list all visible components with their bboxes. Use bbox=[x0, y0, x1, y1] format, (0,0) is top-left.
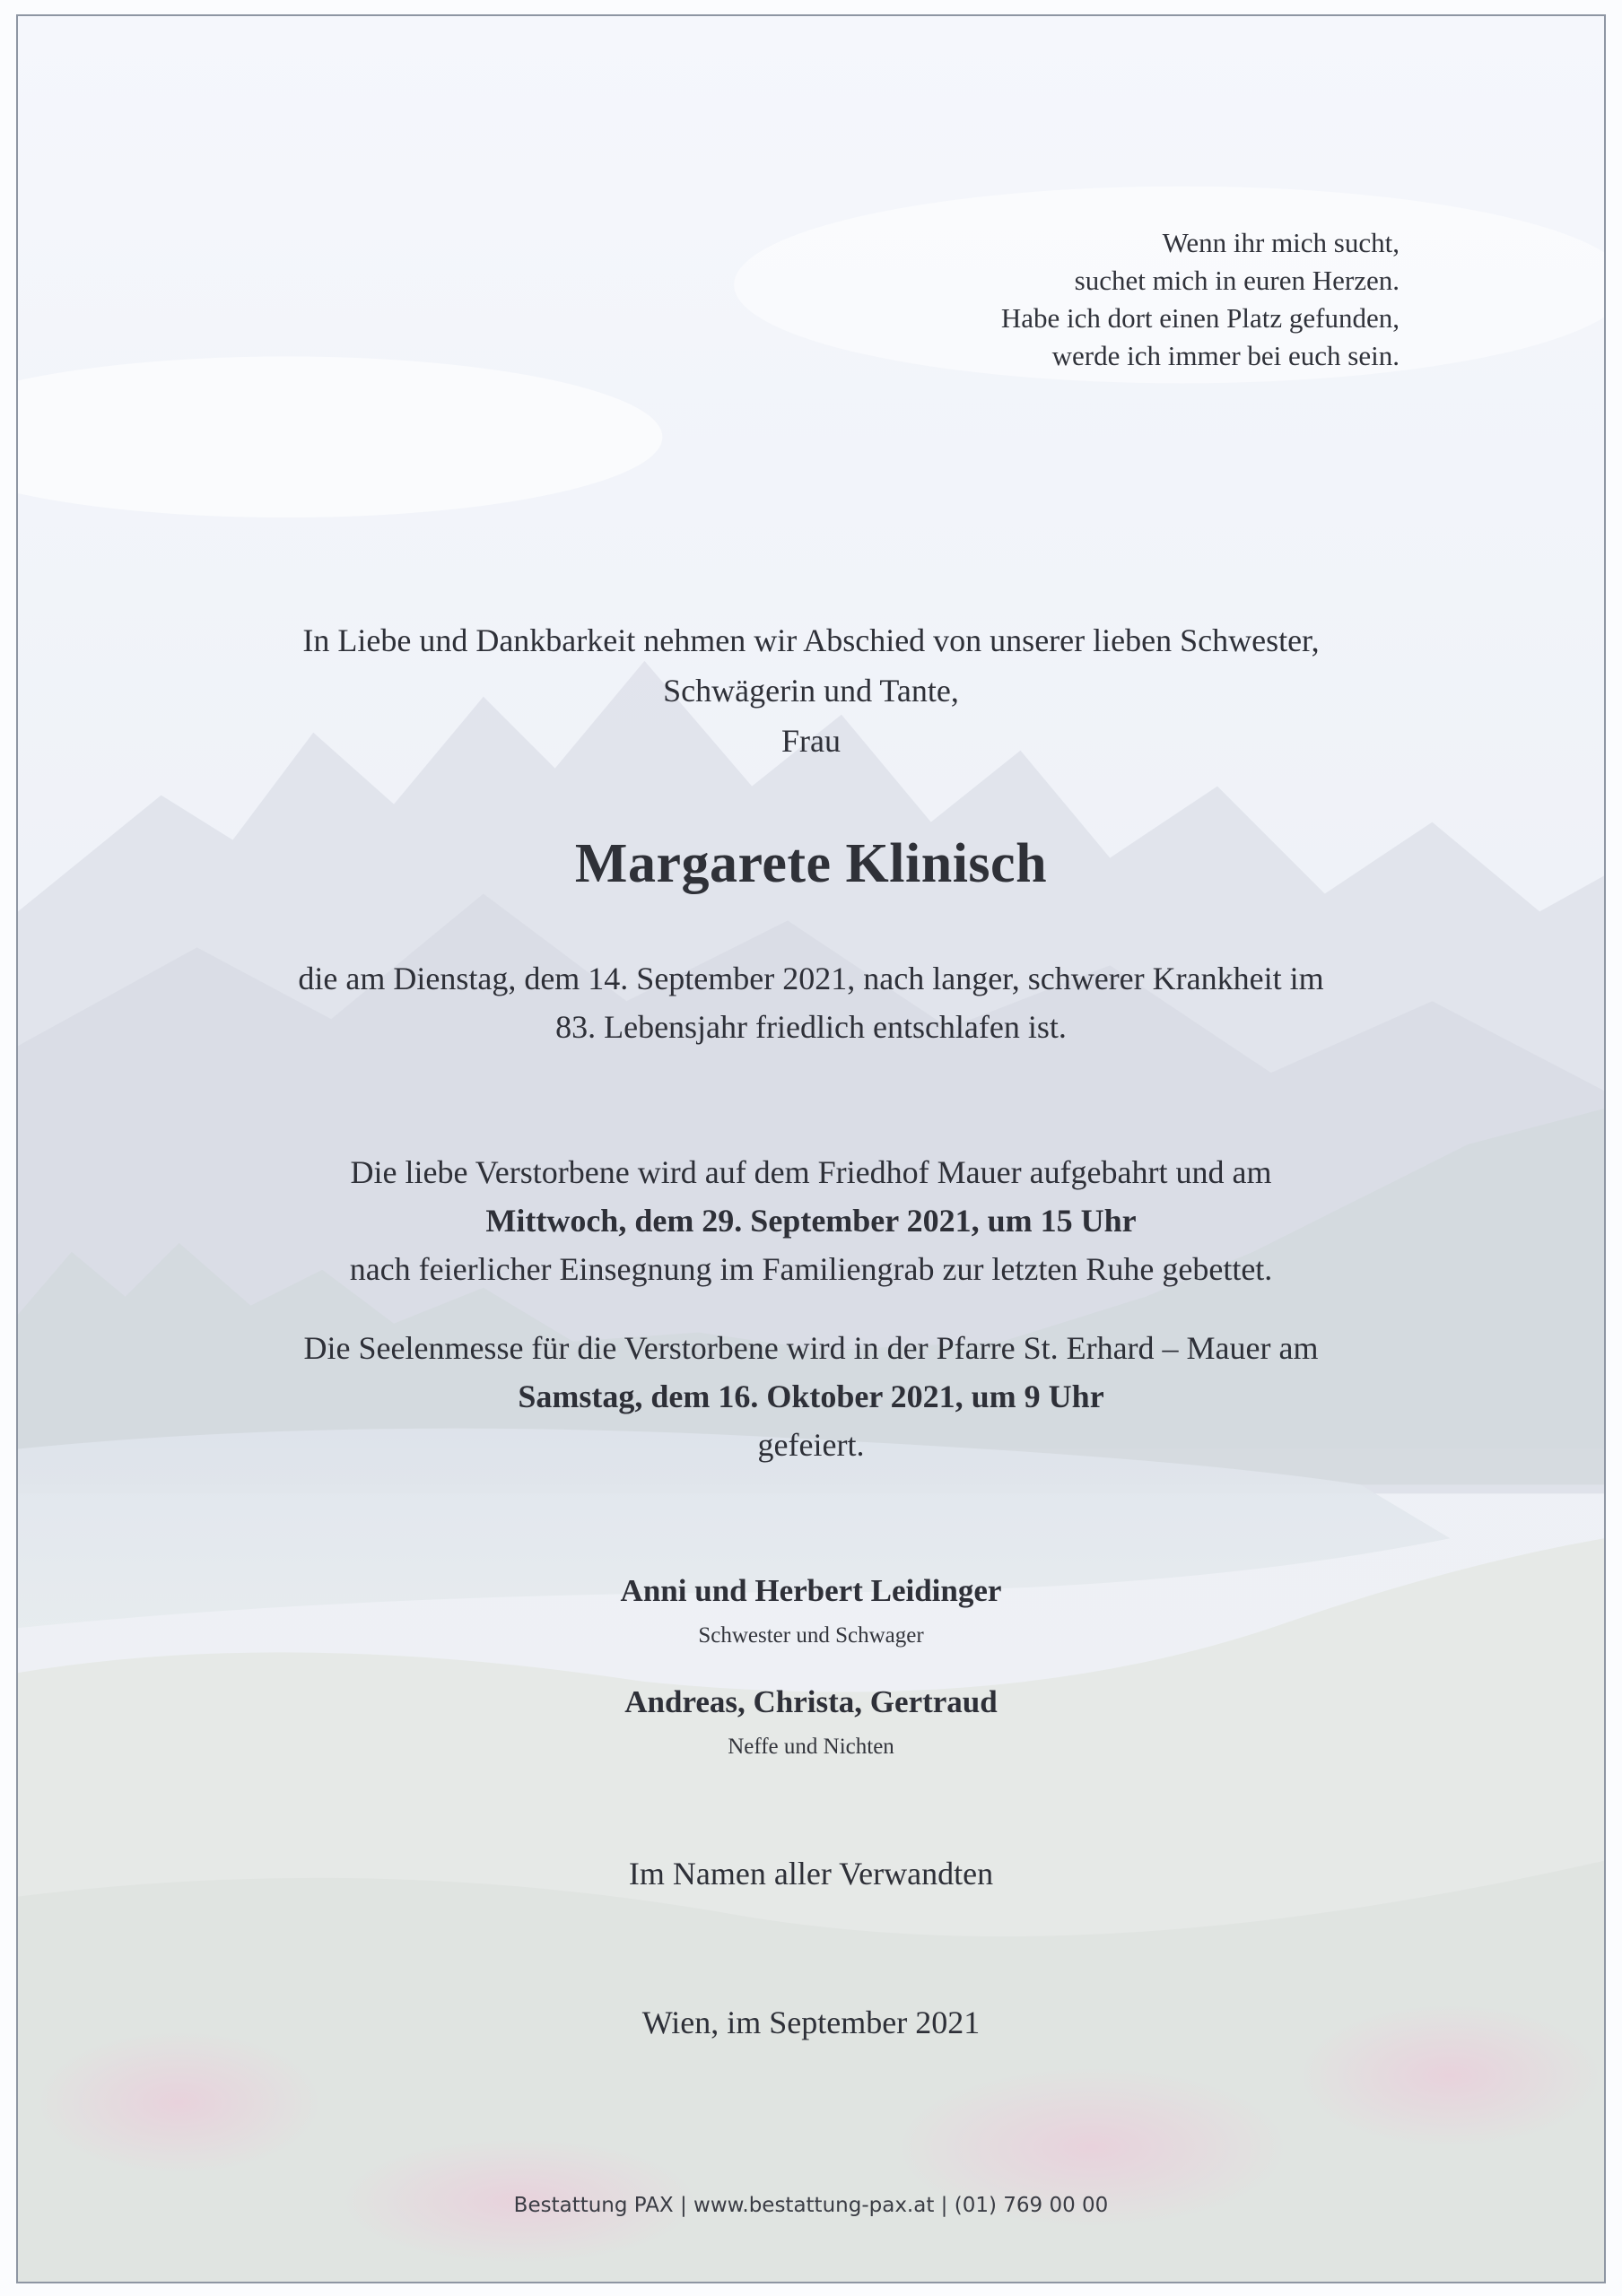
intro-line: Schwägerin und Tante, bbox=[663, 673, 959, 709]
poem-line: werde ich immer bei euch sein. bbox=[1051, 340, 1400, 371]
mourner-relation: Schwester und Schwager bbox=[698, 1623, 924, 1648]
funeral-home-footer: Bestattung PAX | www.bestattung-pax.at | (01) 769 00 00 bbox=[513, 2194, 1109, 2217]
relatives-signature: Im Namen aller Verwandten bbox=[628, 1856, 994, 1892]
place-and-date: Wien, im September 2021 bbox=[641, 2005, 981, 2040]
funeral-details bbox=[18, 1148, 1604, 1293]
deceased-name: Margarete Klinisch bbox=[574, 833, 1048, 894]
poem-line: suchet mich in euren Herzen. bbox=[1074, 265, 1400, 296]
mourner-name: Andreas, Christa, Gertraud bbox=[624, 1684, 998, 1719]
obituary-content bbox=[18, 16, 1604, 2282]
intro-line: Frau bbox=[781, 723, 841, 759]
funeral-line: Die liebe Verstorbene wird auf dem Friedhof Mauer aufgebahrt und am bbox=[350, 1154, 1272, 1190]
farewell-intro bbox=[18, 615, 1604, 766]
funeral-line: nach feierlicher Einsegnung im Familiengrab zur letzten Ruhe gebettet. bbox=[349, 1251, 1273, 1287]
mass-line: Die Seelenmesse für die Verstorbene wird in der Pfarre St. Erhard – Mauer am bbox=[303, 1330, 1319, 1366]
requiem-mass-details bbox=[18, 1324, 1604, 1469]
obituary-sheet bbox=[16, 14, 1606, 2283]
mourner-relation: Neffe und Nichten bbox=[728, 1735, 894, 1759]
mass-date: Samstag, dem 16. Oktober 2021, um 9 Uhr bbox=[518, 1378, 1104, 1414]
poem-line: Wenn ihr mich sucht, bbox=[1162, 227, 1400, 258]
mass-line: gefeiert. bbox=[757, 1427, 865, 1463]
death-notice bbox=[18, 954, 1604, 1051]
memorial-poem bbox=[1001, 224, 1400, 375]
death-notice-line: die am Dienstag, dem 14. September 2021, nach langer, schwerer Krankheit im bbox=[298, 961, 1324, 996]
funeral-date: Mittwoch, dem 29. September 2021, um 15 Uhr bbox=[485, 1203, 1137, 1239]
death-notice-line: 83. Lebensjahr friedlich entschlafen ist. bbox=[555, 1009, 1067, 1045]
poem-line: Habe ich dort einen Platz gefunden, bbox=[1000, 302, 1400, 334]
mourner-name: Anni und Herbert Leidinger bbox=[620, 1573, 1002, 1608]
intro-line: In Liebe und Dankbarkeit nehmen wir Abschied von unserer lieben Schwester, bbox=[302, 622, 1320, 658]
